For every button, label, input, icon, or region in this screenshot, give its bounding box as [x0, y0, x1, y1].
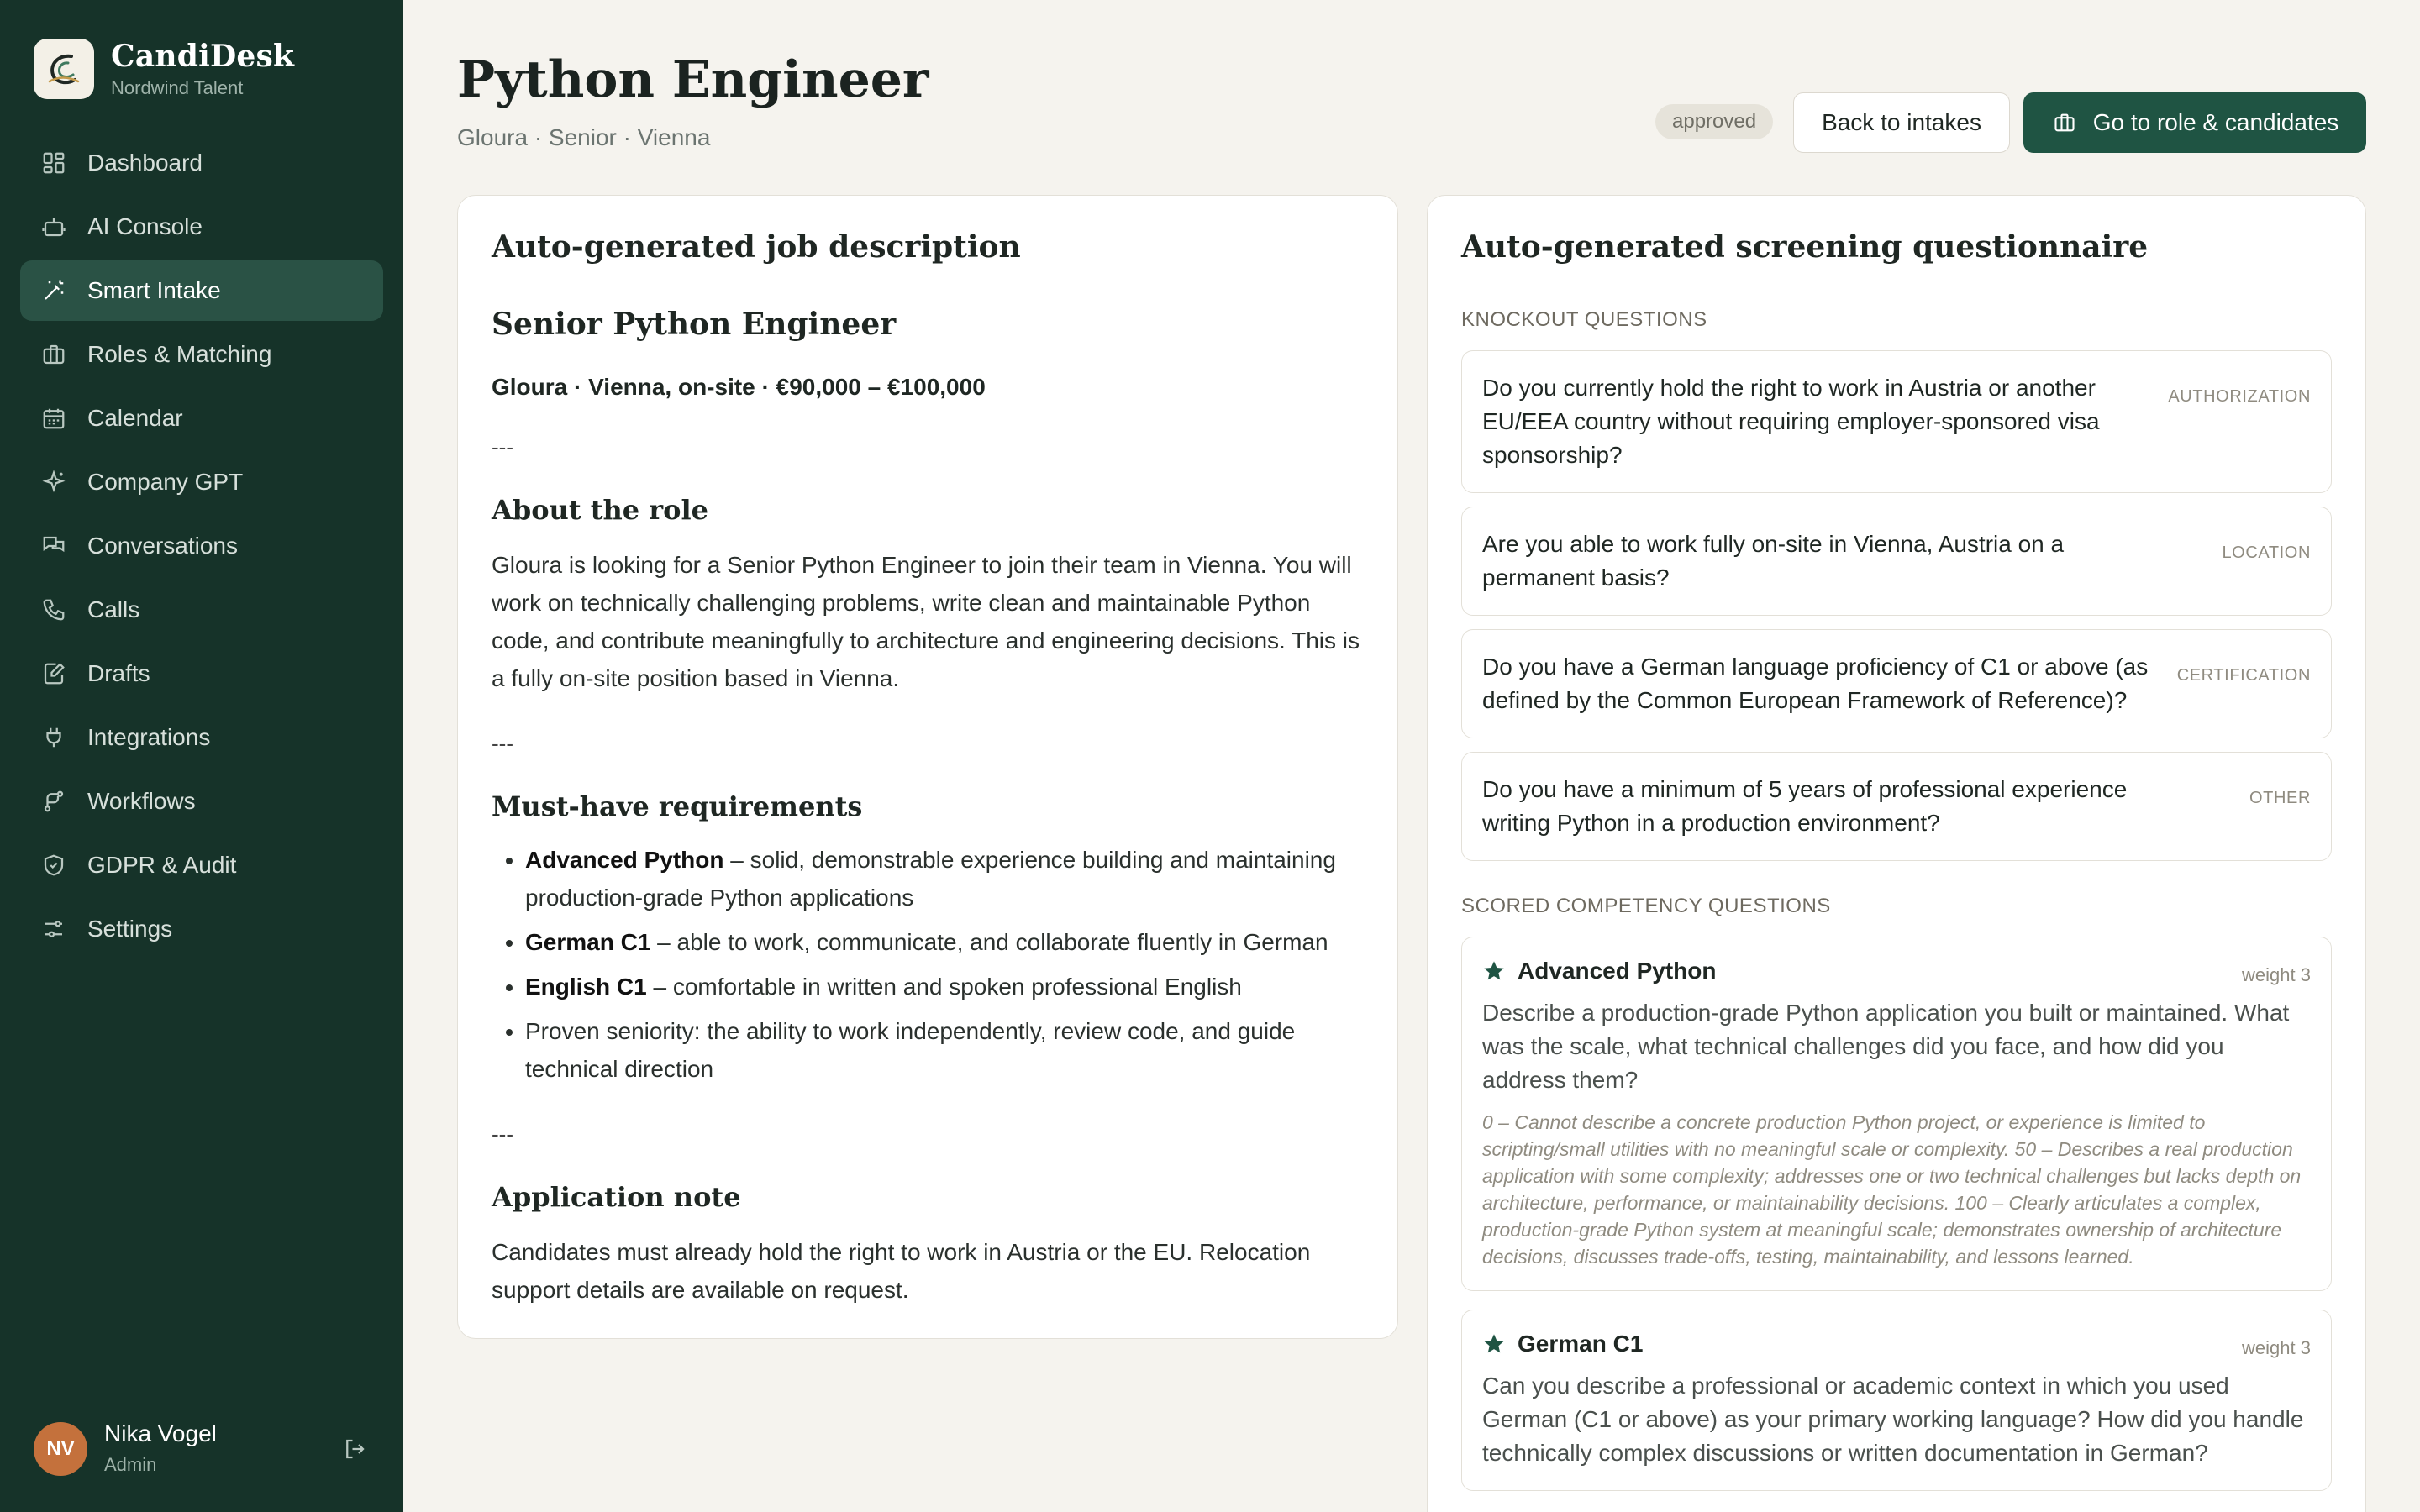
knockout-label: KNOCKOUT QUESTIONS — [1461, 308, 1707, 331]
sidebar-item-label: Calendar — [87, 405, 183, 431]
requirements-list — [492, 841, 1364, 1088]
list-item — [525, 968, 1364, 1005]
list-item — [525, 841, 1364, 916]
sidebar — [0, 0, 403, 1512]
card-title: Auto-generated screening questionnaire — [1461, 229, 2149, 265]
go-to-role-button[interactable] — [2023, 92, 2366, 153]
sidebar-item-smart-intake[interactable] — [20, 260, 383, 321]
question-weight: weight 3 — [2242, 1337, 2311, 1358]
question-tag: AUTHORIZATION — [2168, 387, 2311, 406]
sidebar-nav — [20, 133, 383, 963]
question-tag: CERTIFICATION — [2176, 666, 2311, 685]
magic-wand-icon — [40, 277, 67, 304]
avatar[interactable]: NV — [34, 1422, 87, 1476]
sidebar-item-settings[interactable] — [20, 899, 383, 959]
sidebar-item-label: Smart Intake — [87, 277, 221, 303]
phone-icon — [40, 596, 67, 623]
brand-subtitle: Nordwind Talent — [111, 77, 244, 98]
question-text: Can you describe a professional or academic context in which you used German (C1 or above) as your primary working language? How did you handle technically complex discussions or written documentation in German? — [1482, 1373, 2304, 1466]
jd-note-title: Application note — [492, 1181, 741, 1213]
sidebar-item-calendar[interactable] — [20, 388, 383, 449]
sidebar-item-workflows[interactable] — [20, 771, 383, 832]
sidebar-item-label: Integrations — [87, 724, 211, 750]
robot-icon — [40, 213, 67, 240]
edit-icon — [40, 660, 67, 687]
briefcase-icon — [2051, 109, 2078, 136]
status-badge: approved — [1655, 104, 1773, 139]
plug-icon — [40, 724, 67, 751]
sidebar-item-calls[interactable] — [20, 580, 383, 640]
knockout-question[interactable] — [1461, 507, 2332, 616]
page-title: Python Engineer — [457, 50, 929, 109]
user-panel — [0, 1383, 403, 1512]
card-title: Auto-generated job description — [492, 229, 1021, 265]
jd-about-text: Gloura is looking for a Senior Python Engineer to join their team in Vienna. You will work on technically challenging problems, write clean and maintainable Python code, and contribute meaningfully to architecture and engineering decisions. This is a fully on-site position based in Vienna. — [492, 552, 1360, 691]
sidebar-item-drafts[interactable] — [20, 643, 383, 704]
requirement-name: German C1 — [525, 929, 651, 955]
sidebar-item-label: Settings — [87, 916, 173, 942]
sidebar-item-gdpr-audit[interactable] — [20, 835, 383, 895]
jd-divider: --- — [492, 1121, 513, 1147]
chat-icon — [40, 533, 67, 559]
list-item — [525, 1012, 1364, 1088]
user-role: Admin — [104, 1454, 157, 1475]
jd-about-title: About the role — [492, 494, 708, 526]
dashboard-icon — [40, 150, 67, 176]
user-name: Nika Vogel — [104, 1420, 217, 1446]
requirement-text: – comfortable in written and spoken professional English — [646, 974, 1242, 1000]
question-rubric: 0 – Cannot describe a concrete production Python project, or experience is limited to scripting/small utilities with no meaningful scale or complexity. 50 – Describes a real production application with some complexity; addresses one or two technical challenges but lacks depth on architecture, performance, or maintainability decisions. 100 – Clearly articulates a complex, production-grade Python system at meaningful scale; demonstrates ownership of architecture decisions, discusses trade-offs, testing, maintainability, and lessons learned. — [1482, 1111, 2302, 1268]
brand[interactable] — [34, 39, 294, 99]
question-text: Do you currently hold the right to work in Austria or another EU/EEA country without requiring employer-sponsored visa sponsorship? — [1482, 375, 2100, 468]
sidebar-item-conversations[interactable] — [20, 516, 383, 576]
question-title: German C1 — [1518, 1331, 1644, 1357]
questionnaire-card — [1427, 195, 2366, 1512]
jd-musthave-title: Must-have requirements — [492, 790, 863, 822]
knockout-question[interactable] — [1461, 752, 2332, 861]
jd-meta: Gloura · Vienna, on-site · €90,000 – €100,000 — [492, 374, 986, 400]
jd-divider: --- — [492, 731, 513, 756]
page-subtitle: Gloura · Senior · Vienna — [457, 124, 711, 150]
sidebar-item-integrations[interactable] — [20, 707, 383, 768]
requirement-name: English C1 — [525, 974, 647, 1000]
star-icon — [1482, 1332, 1506, 1356]
logo-icon — [34, 39, 94, 99]
sidebar-item-label: GDPR & Audit — [87, 852, 237, 878]
question-weight: weight 3 — [2242, 964, 2311, 985]
question-text: Are you able to work fully on-site in Vienna, Austria on a permanent basis? — [1482, 531, 2065, 591]
question-text: Describe a production-grade Python application you built or maintained. What was the scale, what technical challenges did you face, and how did you address them? — [1482, 1000, 2290, 1093]
sliders-icon — [40, 916, 67, 942]
sidebar-item-label: Drafts — [87, 660, 150, 686]
question-text: Do you have a German language proficiency of C1 or above (as defined by the Common European Framework of Reference)? — [1482, 654, 2149, 713]
requirement-text: – solid, demonstrable experience building and maintaining production-grade Python applications — [525, 847, 1336, 911]
question-tag: LOCATION — [2222, 543, 2311, 562]
scored-question[interactable] — [1461, 1310, 2332, 1491]
requirement-name: Advanced Python — [525, 847, 724, 873]
sidebar-item-label: AI Console — [87, 213, 203, 239]
list-item — [525, 923, 1364, 961]
sidebar-item-label: Company GPT — [87, 469, 244, 495]
workflow-icon — [40, 788, 67, 815]
sidebar-item-label: Roles & Matching — [87, 341, 272, 367]
sidebar-item-label: Dashboard — [87, 150, 203, 176]
sidebar-item-company-gpt[interactable] — [20, 452, 383, 512]
sparkle-icon — [40, 469, 67, 496]
sidebar-item-roles-matching[interactable] — [20, 324, 383, 385]
requirement-text: – able to work, communicate, and collaborate fluently in German — [650, 929, 1328, 955]
sidebar-item-label: Conversations — [87, 533, 238, 559]
knockout-question[interactable] — [1461, 350, 2332, 493]
logout-icon[interactable] — [339, 1434, 370, 1464]
brand-name: CandiDesk — [111, 39, 295, 74]
sidebar-item-label: Workflows — [87, 788, 196, 814]
scored-label: SCORED COMPETENCY QUESTIONS — [1461, 895, 1831, 917]
jd-note-text: Candidates must already hold the right to work in Austria or the EU. Relocation support details are available on request. — [492, 1239, 1311, 1303]
requirement-text: Proven seniority: the ability to work independently, review code, and guide technical direction — [525, 1018, 1296, 1082]
shield-icon — [40, 852, 67, 879]
scored-question[interactable] — [1461, 937, 2332, 1291]
back-to-intakes-button[interactable]: Back to intakes — [1793, 92, 2010, 153]
sidebar-item-dashboard[interactable] — [20, 133, 383, 193]
jd-heading: Senior Python Engineer — [492, 307, 897, 342]
briefcase-icon — [40, 341, 67, 368]
question-text: Do you have a minimum of 5 years of professional experience writing Python in a production environment? — [1482, 776, 2128, 836]
go-to-role-label: Go to role & candidates — [2092, 109, 2339, 135]
job-description-card — [457, 195, 1398, 1339]
question-title: Advanced Python — [1518, 958, 1717, 984]
question-tag: OTHER — [2249, 789, 2311, 807]
calendar-icon — [40, 405, 67, 432]
jd-divider: --- — [492, 434, 513, 459]
star-icon — [1482, 959, 1506, 983]
knockout-question[interactable] — [1461, 629, 2332, 738]
sidebar-item-label: Calls — [87, 596, 140, 622]
sidebar-item-ai-console[interactable] — [20, 197, 383, 257]
